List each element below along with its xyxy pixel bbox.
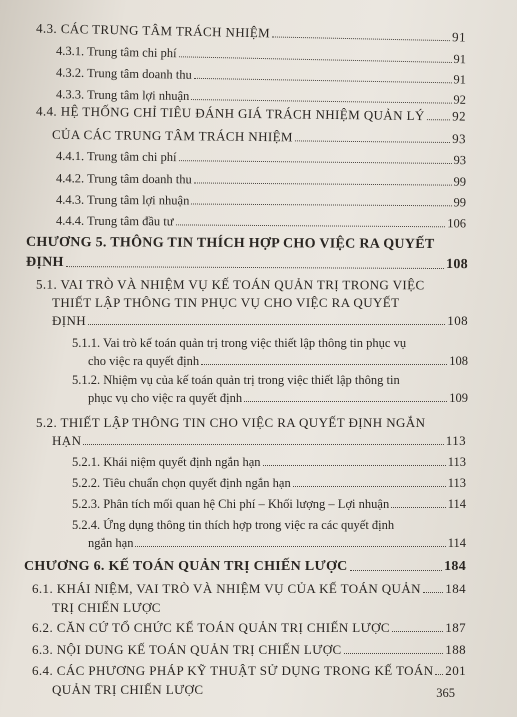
toc-entry-5-1-line1: 5.1. VAI TRÒ VÀ NHIỆM VỤ KẾ TOÁN QUẢN TRỊ TRONG VIỆC: [35, 276, 425, 293]
toc-entry-4-3-1: 4.3.1. Trung tâm chi phí 91: [55, 43, 467, 67]
chapter-5-title: CHƯƠNG 5. THÔNG TIN THÍCH HỢP CHO VIỆC RA QUYẾT: [25, 234, 435, 253]
toc-entry-4-4-4: 4.4.4. Trung tâm đầu tư 106: [55, 213, 467, 231]
toc-entry-5-1: ĐỊNH 108: [52, 313, 468, 328]
toc-entry-6-1: 6.1. KHÁI NIỆM, VAI TRÒ VÀ NHIỆM VỤ CỦA KẾ TOÁN QUẢN 184: [32, 581, 466, 596]
toc-entry-5-1-1-line1: 5.1.1. Vai trò kế toán quản trị trong việc thiết lập thông tin phục vụ: [72, 336, 407, 350]
toc-entry-4-3-3: 4.3.3. Trung tâm lợi nhuận 92: [55, 87, 467, 107]
toc-entry-5-2: HẠN 113: [52, 433, 466, 448]
toc-entry-6-1-line2: TRỊ CHIẾN LƯỢC: [52, 600, 161, 615]
toc-entry-6-2: 6.2. CĂN CỨ TỔ CHỨC KẾ TOÁN QUẢN TRỊ CHIẾN LƯỢC 187: [32, 620, 466, 635]
toc-entry-5-2-1: 5.2.1. Khái niệm quyết định ngắn hạn 113: [72, 455, 466, 469]
leader-dots: [272, 36, 450, 41]
toc-entry-5-2-2: 5.2.2. Tiêu chuẩn chọn quyết định ngắn hạn 113: [72, 476, 466, 490]
toc-entry-4-4-2: 4.4.2. Trung tâm doanh thu 99: [55, 171, 467, 189]
toc-entry-4-3-2: 4.3.2. Trung tâm doanh thu 91: [55, 65, 467, 87]
toc-entry-5-1-2: phục vụ cho việc ra quyết định 109: [88, 391, 468, 405]
toc-entry-5-2-3: 5.2.3. Phân tích mối quan hệ Chi phí – Khối lượng – Lợi nhuận 114: [72, 497, 466, 511]
toc-entry-5-2-4-line1: 5.2.4. Ứng dụng thông tin thích hợp trong việc ra các quyết định: [72, 518, 395, 532]
chapter-5-entry: ĐỊNH 108: [25, 254, 469, 273]
toc-entry-5-1-1: cho việc ra quyết định 108: [88, 354, 468, 368]
page-number: 365: [436, 686, 455, 700]
toc-entry-4-3: 4.3. CÁC TRUNG TÂM TRÁCH NHIỆM 91: [35, 20, 467, 45]
toc-entry-4-4-cont: CỦA CÁC TRUNG TÂM TRÁCH NHIỆM 93: [51, 126, 467, 147]
toc-entry-4-4-3: 4.4.3. Trung tâm lợi nhuận 99: [55, 192, 467, 210]
toc-entry-6-3: 6.3. NỘI DUNG KẾ TOÁN QUẢN TRỊ CHIẾN LƯỢC 188: [32, 642, 466, 657]
toc-entry-5-2-line1: 5.2. THIẾT LẬP THÔNG TIN CHO VIỆC RA QUYẾT ĐỊNH NGẮN: [36, 415, 426, 430]
toc-entry-6-4-line2: QUẢN TRỊ CHIẾN LƯỢC: [52, 682, 204, 697]
toc-entry-5-1-line2: THIẾT LẬP THÔNG TIN PHỤC VỤ CHO VIỆC RA QUYẾT: [52, 295, 400, 310]
toc-entry-4-4-1: 4.4.1. Trung tâm chi phí 93: [55, 148, 467, 168]
toc-entry-5-2-4: ngắn hạn 114: [88, 536, 466, 550]
toc-entry-5-1-2-line1: 5.1.2. Nhiệm vụ của kế toán quản trị trong việc thiết lập thông tin: [72, 373, 400, 387]
toc-entry-6-4: 6.4. CÁC PHƯƠNG PHÁP KỸ THUẬT SỬ DỤNG TRONG KẾ TOÁN 201: [32, 663, 466, 678]
toc-entry-4-4: 4.4. HỆ THỐNG CHỈ TIÊU ĐÁNH GIÁ TRÁCH NHIỆM QUẢN LÝ 92: [35, 103, 467, 124]
chapter-6-entry: CHƯƠNG 6. KẾ TOÁN QUẢN TRỊ CHIẾN LƯỢC 184: [24, 559, 466, 574]
